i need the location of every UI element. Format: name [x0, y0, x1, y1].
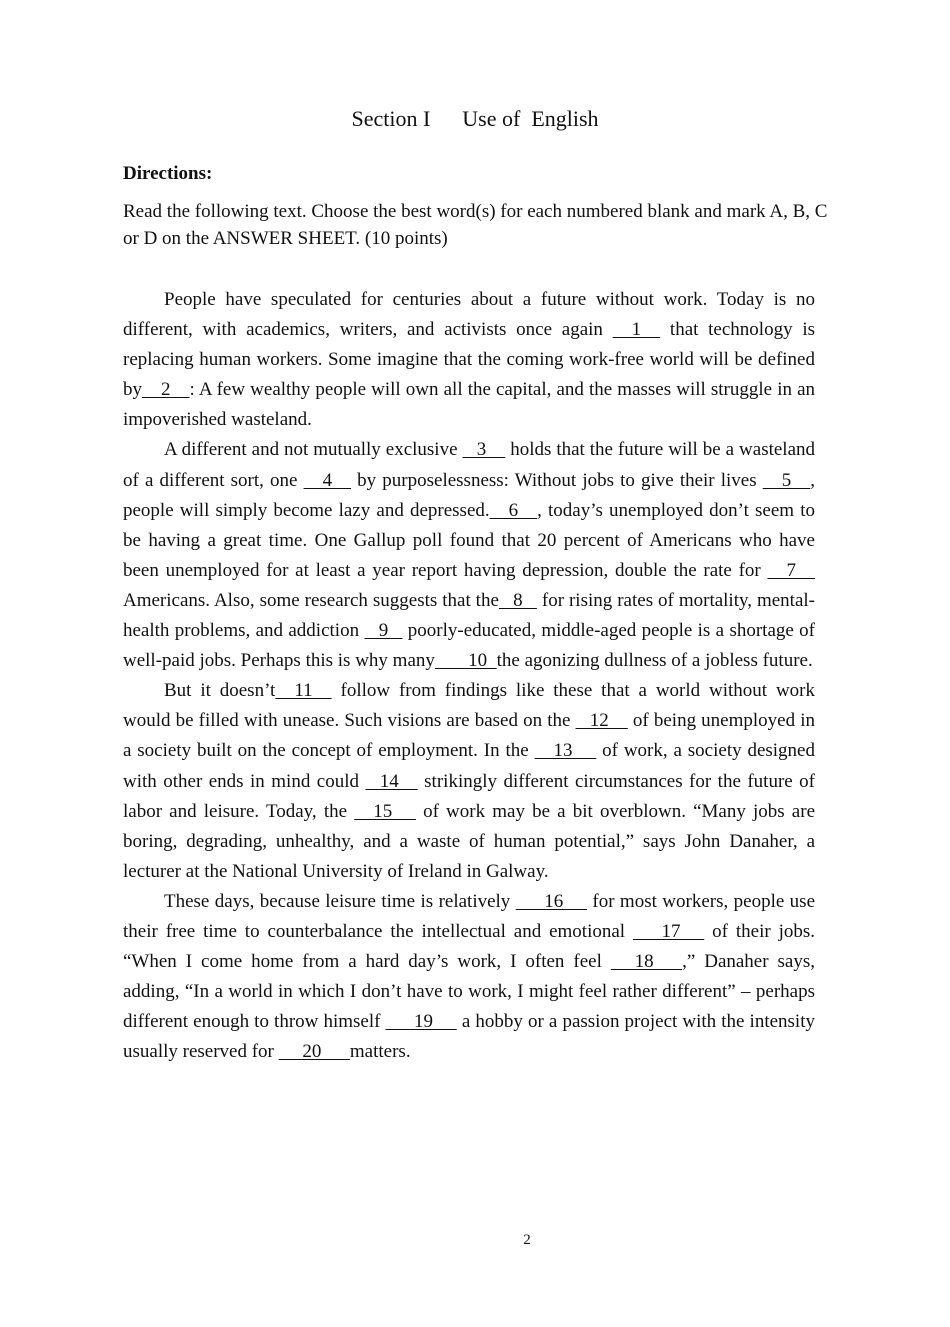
- cloze-passage: [123, 285, 815, 1067]
- section-label: Section I: [351, 106, 431, 131]
- paragraph-1: People have speculated for centuries about a future without work. Today is no different, with academics, writers, and activists once again 1 that technology is replacing human workers. Some imagine that the coming work-free world will be defined by 2 : A few wealthy people will own all the capital, and the masses will struggle in an impoverished wasteland.: [123, 289, 816, 431]
- blank-4: 4: [303, 469, 352, 491]
- blank-10: 10: [434, 650, 497, 672]
- directions-text: Read the following text. Choose the best word(s) for each numbered blank and mark A, B, C or D on the ANSWER SHEET. (10 points): [123, 201, 828, 249]
- blank-18: 18: [610, 951, 683, 973]
- blank-20: 20: [278, 1041, 350, 1063]
- blank-17: 17: [632, 920, 705, 942]
- directions-heading: Directions:: [123, 163, 213, 184]
- blank-9: 9: [364, 620, 403, 642]
- blank-16: 16: [515, 890, 587, 912]
- blank-11: 11: [275, 680, 332, 702]
- blank-2: 2: [142, 379, 190, 401]
- section-title: [0, 106, 950, 132]
- blank-7: 7: [767, 559, 815, 581]
- section-name: Use of English: [462, 106, 599, 131]
- blank-19: 19: [385, 1011, 457, 1033]
- blank-13: 13: [534, 740, 597, 762]
- paragraph-4: These days, because leisure time is relatively 16 for most workers, people use their free time to counterbalance the intellectual and emotional 17 of their jobs. “When I come home from a hard day’s work, I often feel 18 ,” Danaher says, adding, “In a world in which I don’t have to work, I might feel rather different” – perhaps different enough to throw himself 19 a hobby or a passion project with the intensity usually reserved for 20 matters.: [123, 887, 815, 1068]
- blank-8: 8: [498, 589, 537, 611]
- page-number: 2: [523, 1232, 531, 1248]
- paragraph-3: But it doesn’t 11 follow from findings like these that a world without work would be filled with unease. Such visions are based on the 12 of being unemployed in a society built on the concept of employment. In the 13 of work, a society designed with other ends in mind could 14 strikingly different circumstances for the future of labor and leisure. Today, the 15 of work may be a bit overblown. “Many jobs are boring, degrading, unhealthy, and a waste of human potential,” says John Danaher, a lecturer at the National University of Ireland in Galway.: [123, 676, 815, 887]
- blank-12: 12: [575, 710, 628, 732]
- blank-6: 6: [489, 499, 538, 521]
- blank-15: 15: [354, 800, 416, 822]
- blank-14: 14: [365, 770, 418, 792]
- blank-5: 5: [762, 469, 811, 491]
- blank-3: 3: [462, 439, 506, 461]
- paragraph-2: A different and not mutually exclusive 3 holds that the future will be a wasteland of a different sort, one 4 by purposelessness: Without jobs to give their lives 5 , people will simply become lazy and depressed. 6 , today’s unemployed don’t seem to be having a great time. One Gallup poll found that 20 percent of Americans who have been unemployed for at least a year report having depression, double the rate for 7 Americans. Also, some research suggests that the 8 for rising rates of mortality, mental-health problems, and addiction 9 poorly-educated, middle-aged people is a shortage of well-paid jobs. Perhaps this is why many 10 the agonizing dullness of a jobless future.: [123, 435, 815, 676]
- blank-1: 1: [612, 319, 661, 341]
